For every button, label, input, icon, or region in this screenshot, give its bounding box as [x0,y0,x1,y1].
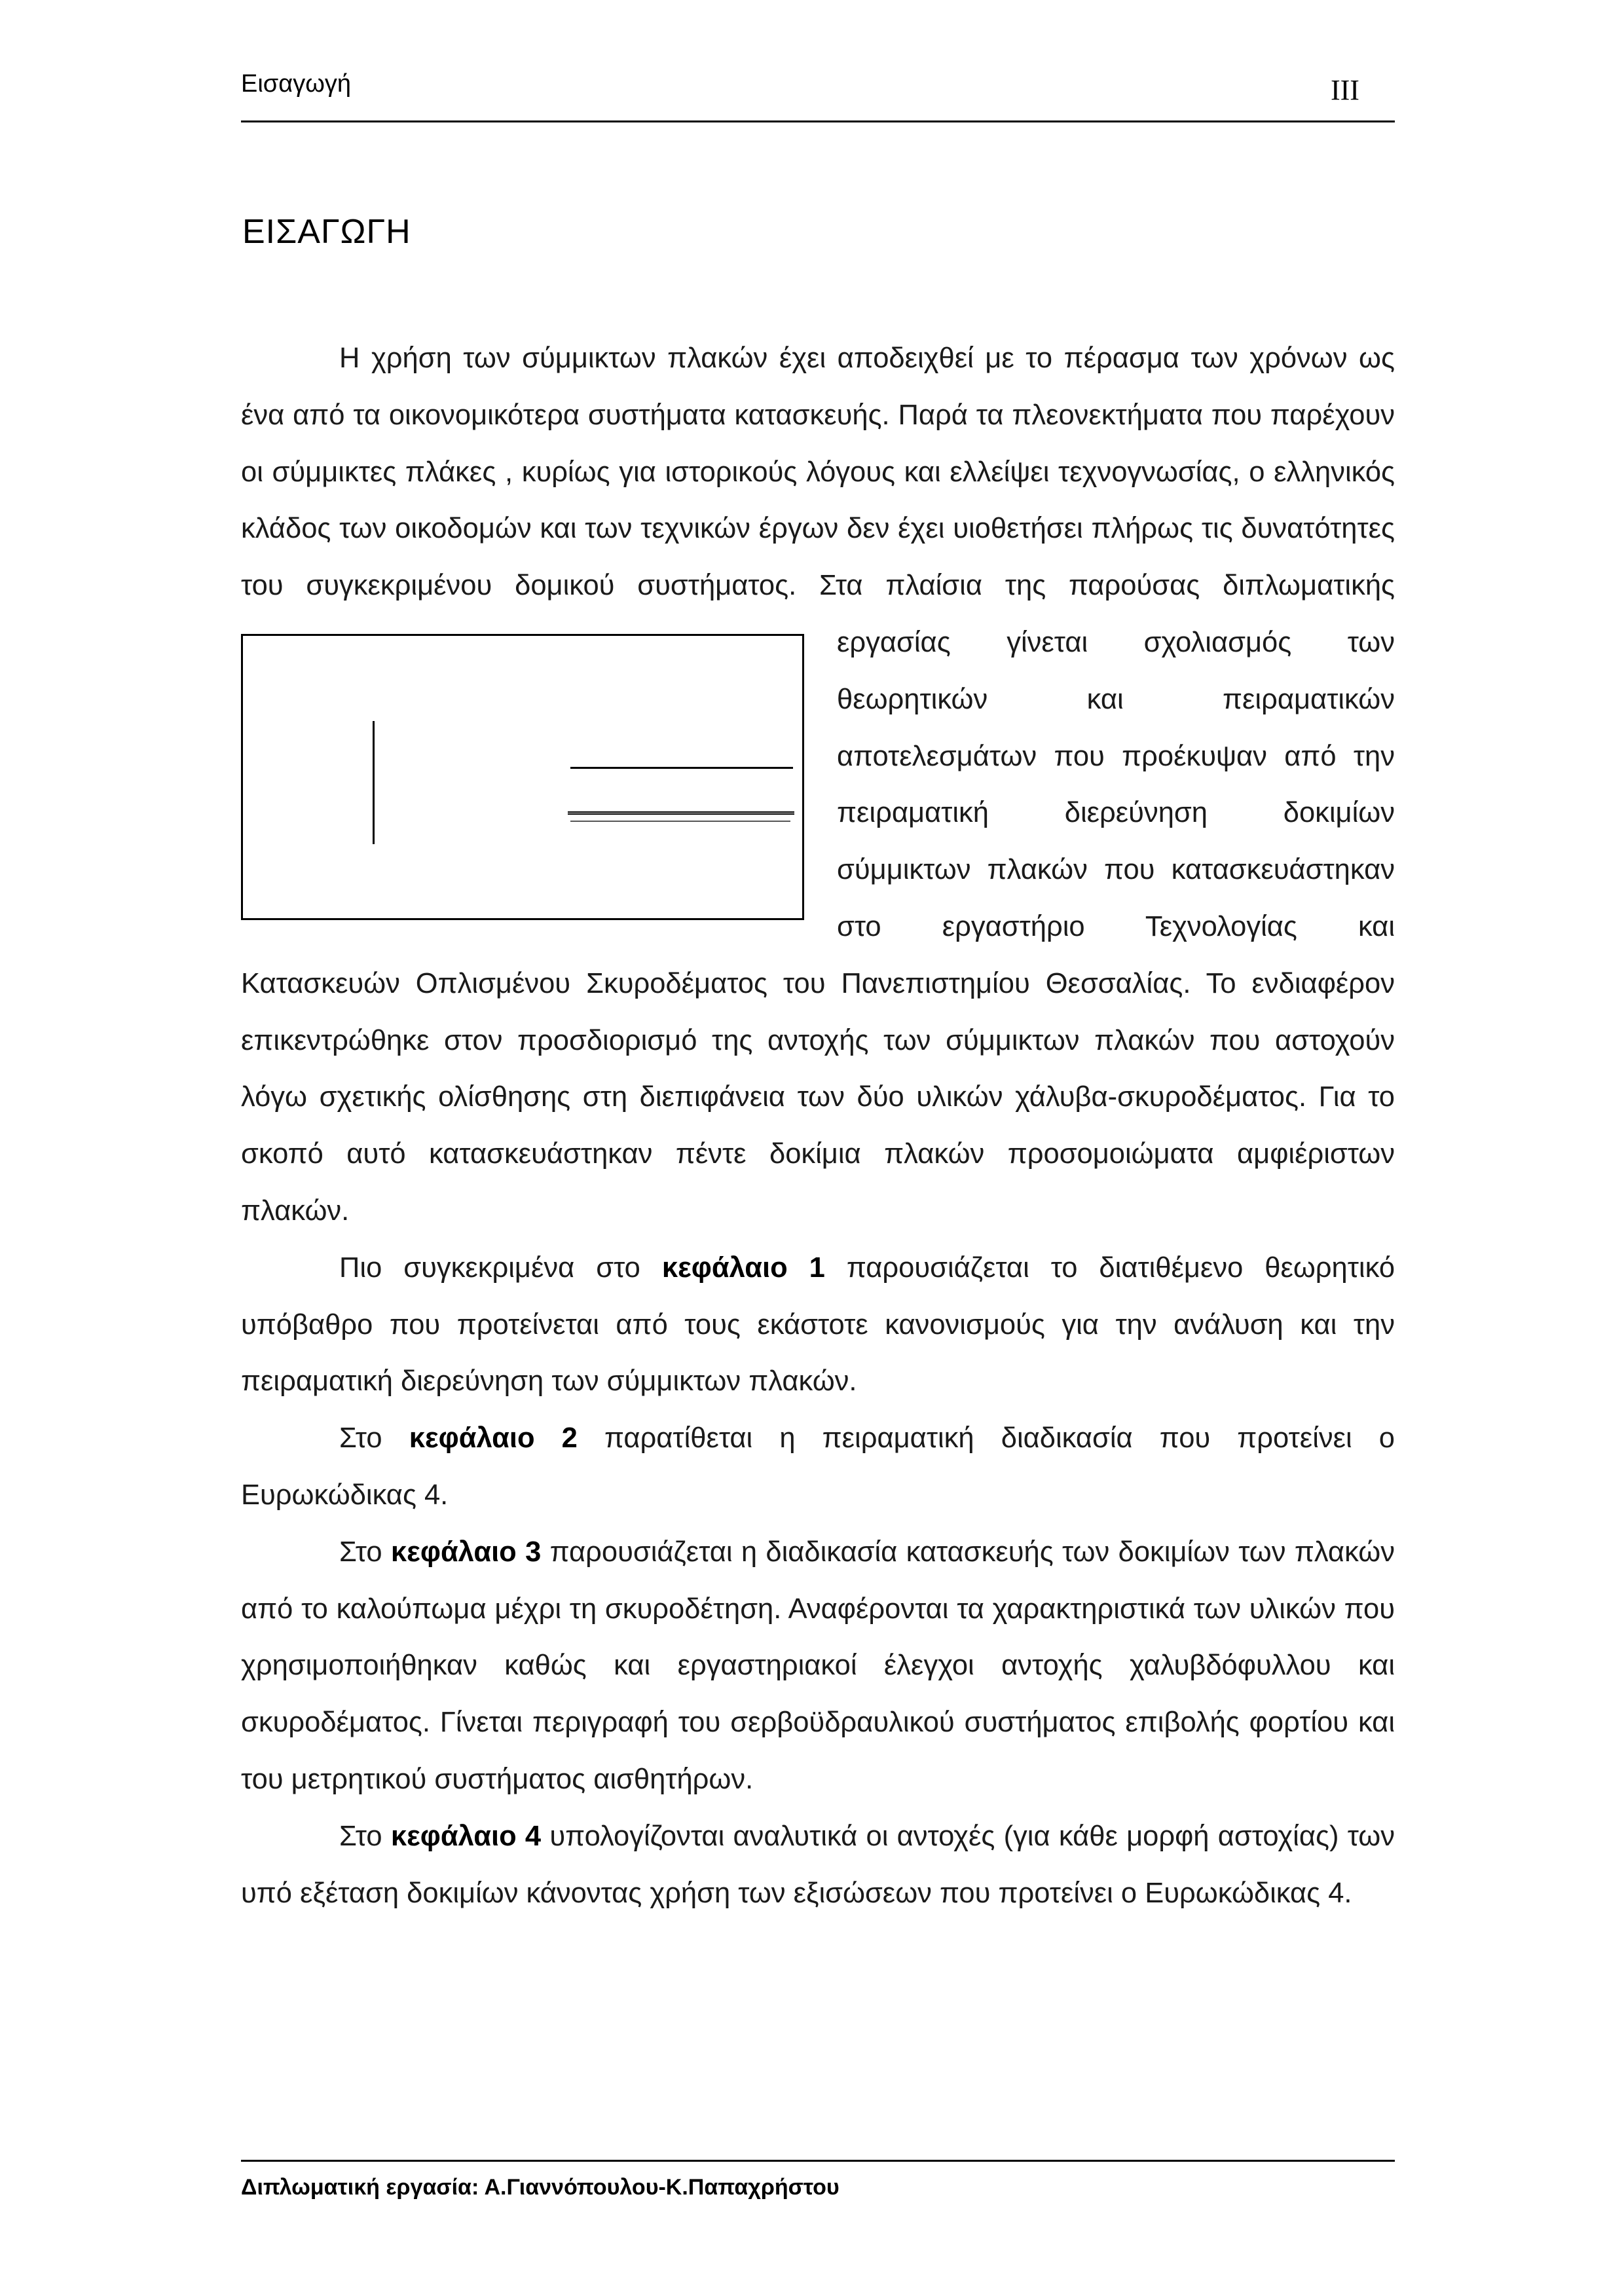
page-number: III [1331,74,1359,106]
paragraph-chapter-1-text: παρουσιάζεται το διατιθέμενο θεωρητικό υπόβαθρο που προτείνεται από τους εκάστοτε κανονισμούς για την ανάλυση και την πειραματική διερεύνηση των σύμμικτων πλακών. [241,1251,1395,1398]
paragraph-chapter-2-text: παρατίθεται η πειραματική διαδικασία που προτείνει ο Ευρωκώδικας 4. [241,1422,1395,1511]
figure-horizontal-line [570,767,793,769]
paragraph-intro [241,330,1395,1240]
figure-vertical-line [373,721,375,844]
figure-double-line [568,811,794,815]
paragraph-chapter-3-lead: Στο [339,1536,382,1568]
footer-divider [241,2160,1395,2162]
chapter-2-ref: κεφάλαιο 2 [409,1422,578,1454]
paragraph-intro-start: Η χρήση των σύμμικτων πλακών έχει αποδειχθεί με το πέρασμα των χρόνων ως ένα από τα οικονομικότερα συστήματα κατασκευής. Παρά τα πλεονεκτήματα που παρέχουν οι σύμμικτες πλάκες , κυρίως για ιστορικούς λόγους και ελλείψει τεχνογνωσίας, ο ελληνικός κλάδος των οικοδομών και των τεχνικών έργων δεν έχει υιοθετήσει πλήρως τις δυνατότητες του συγκεκριμένου δομικού συστήματος. Στα πλαίσια της παρούσας διπλωματικής εργασίας [241,343,1395,658]
running-footer: Διπλωματική εργασία: Α.Γιαννόπουλου-Κ.Παπαχρήστου [241,2175,840,2200]
paragraph-chapter-4 [241,1808,1395,1922]
header-divider [241,120,1395,122]
paragraph-chapter-4-lead: Στο [339,1820,382,1852]
figure-underline [570,821,790,822]
paragraph-intro-continued: γίνεται σχολιασμός των θεωρητικών και πειραματικών αποτελεσμάτων που προέκυψαν από την πειραματική διερεύνηση δοκιμίων σύμμικτων πλακών που κατασκευάστηκαν στο εργαστήριο Τεχνολογίας και Κατασκευών Οπλισμένου Σκυροδέματος του Πανεπιστημίου Θεσσαλίας. Το ενδιαφέρον επικεντρώθηκε στον προσδιορισμό της αντοχής των σύμμικτων πλακών που αστοχούν λόγω σχετικής ολίσθησης στη διεπιφάνεια των δύο υλικών χάλυβα-σκυροδέματος. Για το σκοπό αυτό κατασκευάστηκαν πέντε δοκίμια πλακών προσομοιώματα αμφιέριστων πλακών. [241,626,1395,1227]
paragraph-chapter-1-lead: Πιο συγκεκριμένα στο [339,1251,640,1284]
paragraph-chapter-1 [241,1240,1395,1410]
chapter-title: ΕΙΣΑΓΩΓΗ [242,213,411,251]
chapter-1-ref: κεφάλαιο 1 [661,1251,825,1284]
chapter-4-ref: κεφάλαιο 4 [390,1820,542,1852]
running-header-section: Εισαγωγή [241,70,352,98]
body-text [241,330,1395,1921]
paragraph-chapter-2-lead: Στο [339,1422,382,1454]
chapter-3-ref: κεφάλαιο 3 [390,1536,542,1568]
paragraph-chapter-4-text: υπολογίζονται αναλυτικά οι αντοχές (για κάθε μορφή αστοχίας) των υπό εξέταση δοκιμίων κάνοντας χρήση των εξισώσεων που προτείνει ο Ευρωκώδικας 4. [241,1820,1395,1909]
placeholder-figure [241,634,804,920]
paragraph-chapter-2 [241,1410,1395,1524]
paragraph-chapter-3-text: παρουσιάζεται η διαδικασία κατασκευής των δοκιμίων των πλακών από το καλούπωμα μέχρι τη σκυροδέτηση. Αναφέρονται τα χαρακτηριστικά των υλικών που χρησιμοποιήθηκαν καθώς και εργαστηριακοί έλεγχοι αντοχής χαλυβδόφυλλου και σκυροδέματος. Γίνεται περιγραφή του σερβοϋδραυλικού συστήματος επιβολής φορτίου και του μετρητικού συστήματος αισθητήρων. [241,1536,1395,1795]
paragraph-chapter-3 [241,1524,1395,1808]
